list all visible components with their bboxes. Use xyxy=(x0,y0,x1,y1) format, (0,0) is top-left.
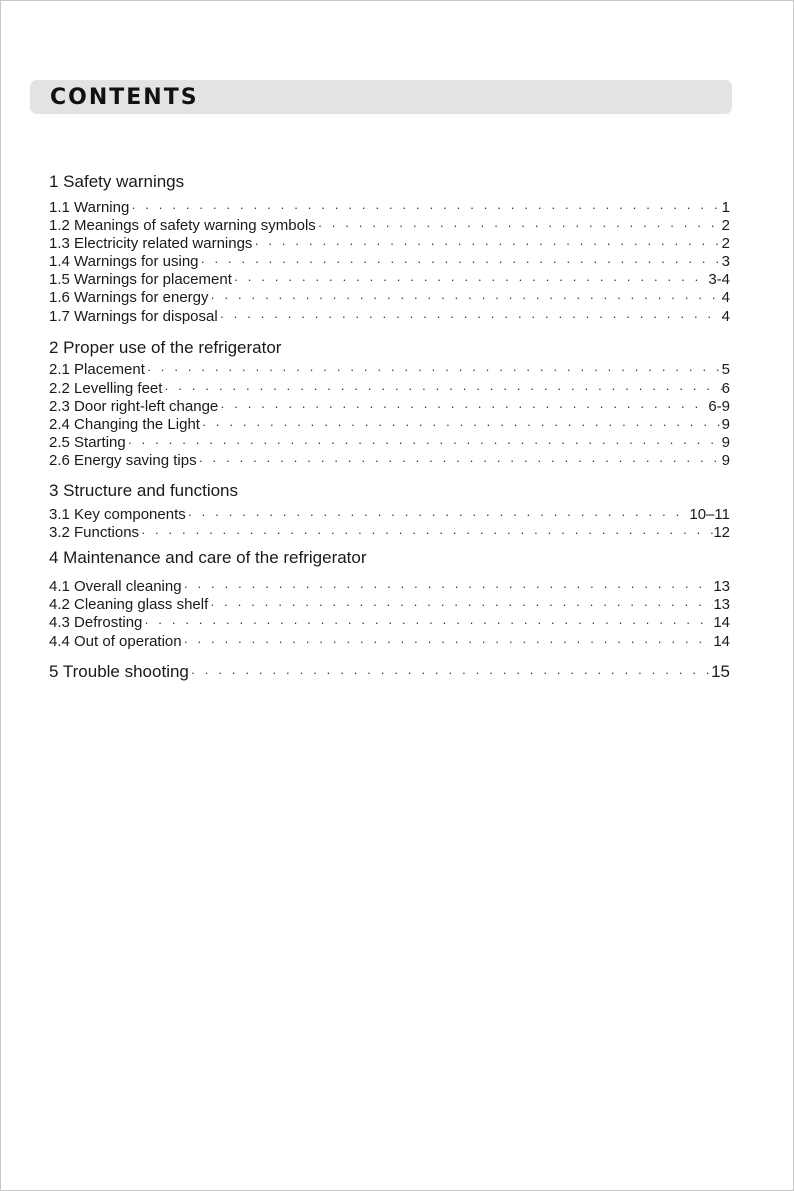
toc-entry-page: 4 xyxy=(721,289,730,306)
toc-entry-page: 14 xyxy=(713,633,730,650)
dot-leader xyxy=(189,663,711,683)
toc-entry-label: 4.2 Cleaning glass shelf xyxy=(49,596,209,613)
dot-leader xyxy=(200,416,722,434)
toc-entry[interactable] xyxy=(49,398,730,416)
toc-entry-label: 2.4 Changing the Light xyxy=(49,416,200,433)
toc-entry[interactable] xyxy=(49,217,730,235)
toc-entry[interactable] xyxy=(49,380,730,398)
page-title: CONTENTS xyxy=(50,85,199,110)
toc-entry-label: 2.1 Placement xyxy=(49,361,145,378)
toc-entry-label: 1.2 Meanings of safety warning symbols xyxy=(49,217,316,234)
dot-leader xyxy=(218,308,722,326)
toc-entry[interactable] xyxy=(49,416,730,434)
toc-entry[interactable] xyxy=(49,596,730,614)
toc-entry-label: 1.3 Electricity related warnings xyxy=(49,235,253,252)
toc-entry-label: 2.6 Energy saving tips xyxy=(49,452,197,469)
toc-entry[interactable] xyxy=(49,235,730,253)
toc-entry[interactable] xyxy=(49,271,730,289)
dot-leader xyxy=(139,524,713,542)
toc-entry[interactable] xyxy=(49,506,730,524)
section-title-structure-functions: 3 Structure and functions xyxy=(49,481,239,500)
toc-entry-label: 3.2 Functions xyxy=(49,524,140,541)
toc-entry-page: 6-9 xyxy=(708,398,730,415)
toc-entry-page: 2 xyxy=(721,235,730,252)
toc-entry-label: 2.5 Starting xyxy=(49,434,126,451)
toc-entry-page: 1 xyxy=(721,199,730,216)
dot-leader xyxy=(197,452,722,470)
dot-leader xyxy=(186,506,690,524)
toc-entry[interactable] xyxy=(49,361,730,379)
toc-entry[interactable] xyxy=(49,633,730,651)
toc-entry-page: 5 xyxy=(721,361,730,378)
dot-leader xyxy=(162,380,721,398)
toc-entry-label: 1.5 Warnings for placement xyxy=(49,271,232,288)
toc-entry-label: 1.1 Warning xyxy=(49,199,130,216)
dot-leader xyxy=(182,578,714,596)
dot-leader xyxy=(145,361,722,379)
section-title-maintenance-care: 4 Maintenance and care of the refrigerator xyxy=(49,548,367,567)
toc-entry-label: 3.1 Key components xyxy=(49,506,186,523)
dot-leader xyxy=(129,199,721,217)
toc-entry-page: 6 xyxy=(721,380,730,397)
toc-entry-label: 4.4 Out of operation xyxy=(49,633,182,650)
section-title-safety-warnings: 1 Safety warnings xyxy=(49,172,185,191)
toc-entry-label: 5 Trouble shooting xyxy=(49,662,189,681)
toc-entry-page: 13 xyxy=(713,578,730,595)
toc-entry-page: 15 xyxy=(711,662,730,681)
toc-entry-page: 12 xyxy=(713,524,730,541)
toc-entry-label: 1.6 Warnings for energy xyxy=(49,289,209,306)
toc-entry-page: 3 xyxy=(721,253,730,270)
contents-header-bar xyxy=(30,80,732,114)
toc-entry-label: 2.2 Levelling feet xyxy=(49,380,163,397)
dot-leader xyxy=(208,596,713,614)
toc-entry[interactable] xyxy=(49,578,730,596)
toc-entry-page: 9 xyxy=(721,416,730,433)
dot-leader xyxy=(316,217,722,235)
section-title-proper-use: 2 Proper use of the refrigerator xyxy=(49,338,282,357)
dot-leader xyxy=(218,398,708,416)
toc-entry[interactable] xyxy=(49,524,730,542)
toc-entry[interactable] xyxy=(49,253,730,271)
toc-entry[interactable] xyxy=(49,289,730,307)
dot-leader xyxy=(252,235,721,253)
toc-entry[interactable] xyxy=(49,614,730,632)
toc-entry-page: 14 xyxy=(713,614,730,631)
toc-entry[interactable] xyxy=(49,199,730,217)
toc-entry-trouble-shooting[interactable] xyxy=(49,662,730,682)
toc-entry-label: 4.1 Overall cleaning xyxy=(49,578,182,595)
toc-entry-page: 10–11 xyxy=(689,506,730,523)
toc-entry[interactable] xyxy=(49,434,730,452)
toc-entry-label: 4.3 Defrosting xyxy=(49,614,143,631)
dot-leader xyxy=(126,434,722,452)
toc-entry-label: 2.3 Door right-left change xyxy=(49,398,219,415)
toc-entry[interactable] xyxy=(49,452,730,470)
toc-entry-page: 4 xyxy=(721,308,730,325)
dot-leader xyxy=(199,253,722,271)
toc-entry-page: 13 xyxy=(713,596,730,613)
toc-entry[interactable] xyxy=(49,308,730,326)
dot-leader xyxy=(182,633,714,651)
toc-entry-page: 9 xyxy=(721,434,730,451)
dot-leader xyxy=(209,289,722,307)
dot-leader xyxy=(142,614,713,632)
toc-entry-label: 1.7 Warnings for disposal xyxy=(49,308,218,325)
toc-entry-page: 3-4 xyxy=(708,271,730,288)
toc-entry-page: 2 xyxy=(721,217,730,234)
dot-leader xyxy=(232,271,708,289)
toc-entry-label: 1.4 Warnings for using xyxy=(49,253,199,270)
toc-entry-page: 9 xyxy=(721,452,730,469)
